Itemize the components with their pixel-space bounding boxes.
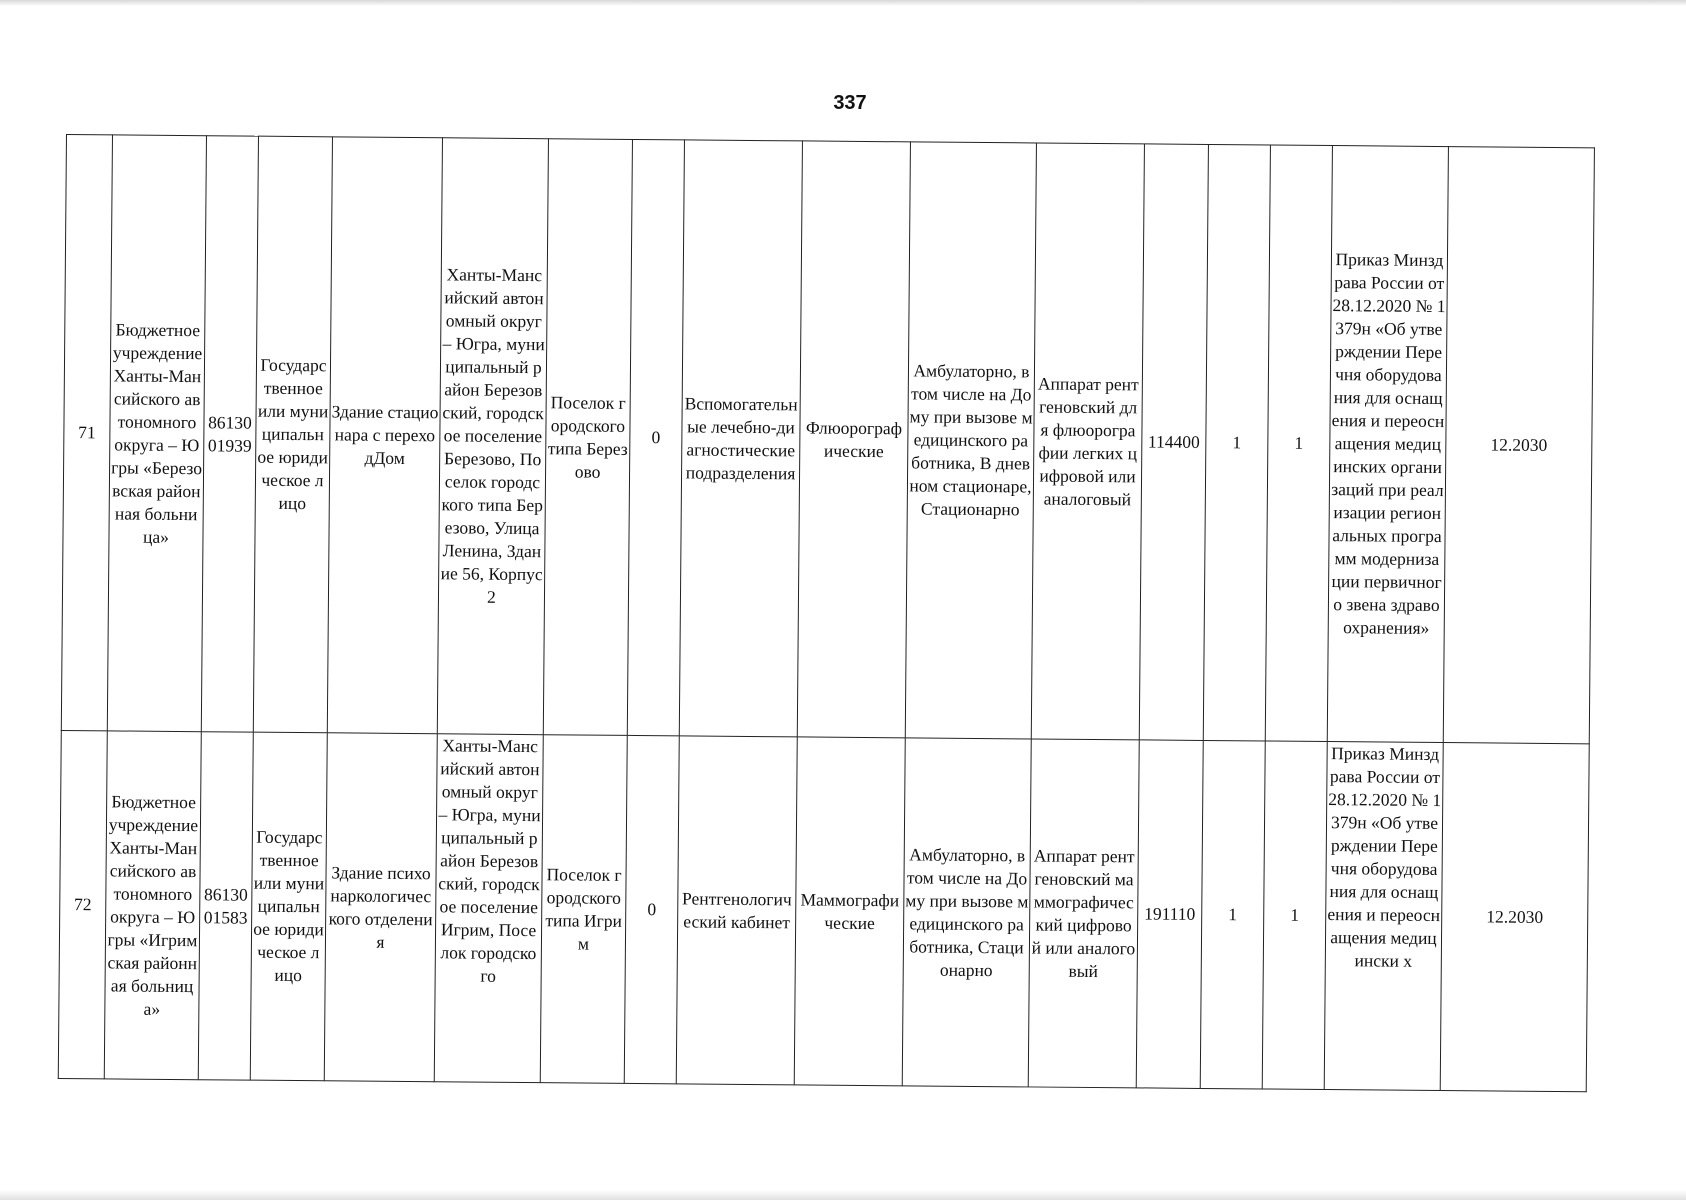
quantity-a: 1 — [1203, 144, 1270, 741]
row-number: 71 — [61, 135, 112, 731]
settlement: Поселок городского типа Игрим — [540, 735, 627, 1084]
equipment-name: Аппарат рентгеновский для флюорографии легких цифровой или аналоговый — [1031, 143, 1144, 740]
address: Ханты-Мансийский автономный округ – Югра, муниципальный район Березовский, городское поселение Игрим, Поселок городского — [434, 734, 543, 1083]
organization-code: 8613001583 — [198, 732, 253, 1080]
equipment-code: 114400 — [1139, 144, 1208, 741]
legal-form: Государственное или муниципальное юридическое лицо — [253, 136, 332, 733]
scan-edge-bottom — [0, 1190, 1686, 1200]
quantity-a: 1 — [1200, 740, 1265, 1089]
page-number: 337 — [833, 92, 867, 114]
department: Вспомогательные лечебно-диагностические подразделения — [679, 140, 802, 737]
deadline-date: 12.2030 — [1440, 743, 1589, 1092]
quantity-b: 1 — [1262, 741, 1327, 1090]
equipment-code: 191110 — [1136, 740, 1203, 1089]
quantity-b: 1 — [1265, 145, 1332, 742]
scan-edge-top — [0, 0, 1686, 6]
regulation: Приказ Минздрава России от 28.12.2020 № 1379н «Об утверждении Перечня оборудования для оснащения и переоснащения медицинских организаций при реализации региональных программ модернизации первичного звена здравоохранения» — [1327, 146, 1448, 743]
registry-table — [58, 134, 1595, 1092]
equipment-type: Маммографические — [794, 737, 905, 1086]
table-row — [61, 135, 1594, 744]
organization-name: Бюджетное учреждение Ханты-Мансийского автономного округа – Югры «Игримская районная больница» — [104, 731, 201, 1080]
building-name: Здание стационара с переходДом — [327, 137, 442, 734]
care-conditions: Амбулаторно, в том числе на Дому при вызове медицинского работника, В дневном стационаре, Стационарно — [905, 142, 1036, 739]
deadline-date: 12.2030 — [1443, 147, 1594, 744]
table-row — [58, 730, 1589, 1091]
settlement: Поселок городского типа Березово — [543, 139, 632, 736]
equipment-name: Аппарат рентгеновский маммографический цифровой или аналоговый — [1028, 739, 1139, 1088]
zero-value: 0 — [627, 139, 684, 735]
equipment-type: Флюорографические — [797, 141, 910, 738]
legal-form: Государственное или муниципальное юридическое лицо — [250, 732, 327, 1081]
row-number: 72 — [58, 730, 107, 1078]
organization-code: 8613001939 — [201, 136, 258, 732]
regulation: Приказ Минздрава России от 28.12.2020 № 1379н «Об утверждении Перечня оборудования для оснащения и переоснащения медицински х — [1324, 742, 1443, 1091]
zero-value: 0 — [624, 735, 679, 1083]
department: Рентгенологический кабинет — [676, 736, 797, 1085]
organization-name: Бюджетное учреждение Ханты-Мансийского автономного округа – Югры «Березовская районная больница» — [107, 135, 206, 732]
address: Ханты-Мансийский автономный округ – Югра, муниципальный район Березовский, городское поселение Березово, Поселок городского типа Березово, Улица Ленина, Здание 56, Корпус 2 — [437, 138, 548, 735]
care-conditions: Амбулаторно, в том числе на Дому при вызове медицинского работника, Стационарно — [902, 738, 1031, 1087]
building-name: Здание психонаркологического отделения — [324, 733, 437, 1082]
